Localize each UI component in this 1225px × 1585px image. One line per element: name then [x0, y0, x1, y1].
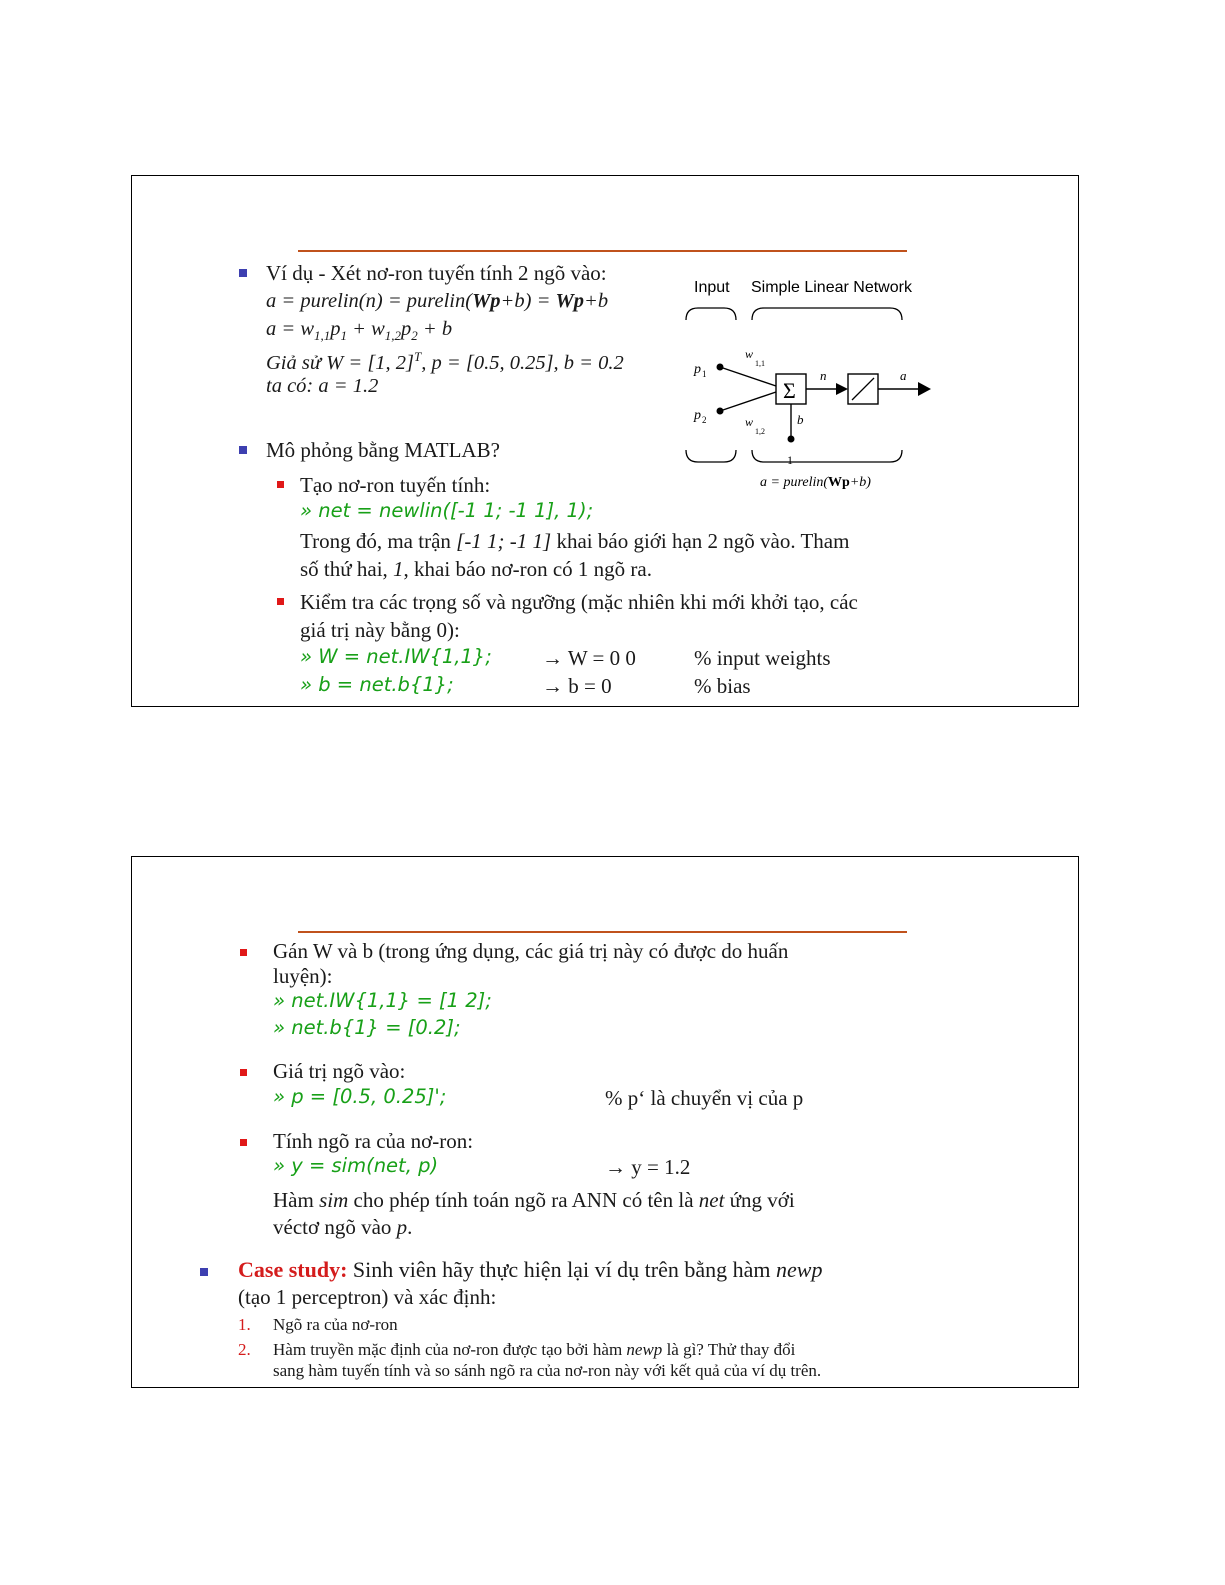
bullet-square-icon	[200, 1268, 208, 1276]
code-bias: » b = net.b{1};	[300, 673, 454, 696]
list-number-1: 1.	[238, 1315, 251, 1334]
equation-assume: Giả sử W = [1, 2]$^T$, p = [0.5, 0.25], b = 0.2	[266, 349, 624, 374]
code-newlin: » net = newlin([-1 1; -1 1], 1);	[300, 499, 594, 522]
diagram-network-label: Simple Linear Network	[751, 279, 912, 296]
bullet-square-icon	[277, 481, 284, 488]
network-brace-top	[752, 308, 902, 320]
result-b: → b = 0	[542, 674, 612, 698]
svg-text:1,2: 1,2	[755, 427, 765, 436]
svg-text:a: a	[900, 368, 907, 383]
svg-text:1: 1	[702, 369, 707, 379]
bullet-square-icon	[240, 1139, 247, 1146]
case-item-2-line-2: sang hàm tuyến tính và so sánh ngõ ra của nơ-ron này với kết quả của ví dụ trên.	[273, 1361, 822, 1380]
svg-text:1: 1	[787, 453, 793, 467]
bullet-square-icon	[277, 598, 284, 605]
svg-text:w: w	[745, 347, 754, 361]
comment-transpose: % p‘ là chuyển vị của p	[605, 1086, 804, 1110]
item-input-value: Giá trị ngõ vào:	[273, 1059, 406, 1083]
bullet-example: Ví dụ - Xét nơ-ron tuyến tính 2 ngõ vào:	[266, 261, 607, 285]
item-assign-wb-1: Gán W và b (trong ứng dụng, các giá trị này có được do huấn	[273, 939, 789, 963]
input-brace-top	[686, 308, 736, 320]
bullet-square-icon	[239, 446, 247, 454]
bullet-matlab: Mô phỏng bằng MATLAB?	[266, 438, 500, 462]
desc-sim-1: Hàm sim cho phép tính toán ngõ ra ANN có tên là net ứng với	[273, 1188, 795, 1212]
list-number-2: 2.	[238, 1340, 251, 1359]
output-arrow-icon	[918, 382, 931, 396]
comment-input-weights: % input weights	[694, 646, 831, 670]
equation-result: ta có: a = 1.2	[266, 375, 379, 397]
sigma-icon: Σ	[783, 378, 796, 403]
item-compute-output: Tính ngõ ra của nơ-ron:	[273, 1129, 474, 1153]
code-iw: » W = net.IW{1,1};	[300, 645, 492, 668]
code-set-iw: » net.IW{1,1} = [1 2];	[273, 989, 492, 1012]
result-y: → y = 1.2	[605, 1155, 691, 1179]
diagram-caption: a = purelin(Wp+b)	[760, 475, 871, 490]
svg-text:p: p	[694, 362, 701, 377]
code-set-p: » p = [0.5, 0.25]';	[273, 1085, 447, 1108]
item-assign-wb-2: luyện):	[273, 964, 333, 988]
input-brace-bottom	[686, 450, 736, 462]
result-w: → W = 0 0	[542, 646, 636, 670]
bias-node	[788, 436, 795, 443]
equation-purelin: a = purelin(n) = purelin(Wp+b) = Wp+b	[266, 290, 609, 312]
svg-text:n: n	[820, 368, 827, 383]
sub-check-weights-1: Kiểm tra các trọng số và ngưỡng (mặc nhiên khi mới khởi tạo, các	[300, 590, 858, 614]
case-study-line-1: Case study: Sinh viên hãy thực hiện lại ví dụ trên bằng hàm newp	[238, 1257, 823, 1282]
desc-sim-2: véctơ ngõ vào p.	[273, 1215, 413, 1239]
desc-second-param: số thứ hai, 1, khai báo nơ-ron có 1 ngõ ra.	[300, 557, 652, 581]
code-set-b: » net.b{1} = [0.2];	[273, 1016, 461, 1039]
svg-text:2: 2	[702, 415, 707, 425]
title-rule	[298, 250, 907, 252]
slide-1	[131, 175, 1079, 707]
desc-matrix: Trong đó, ma trận [-1 1; -1 1] khai báo giới hạn 2 ngõ vào. Tham	[300, 529, 850, 553]
case-item-2-line-1: Hàm truyền mặc định của nơ-ron được tạo bởi hàm newp là gì? Thử thay đổi	[273, 1340, 796, 1359]
linear-neuron-diagram	[672, 268, 942, 503]
svg-text:p: p	[694, 408, 701, 423]
sub-create-neuron: Tạo nơ-ron tuyến tính:	[300, 473, 491, 497]
bullet-square-icon	[239, 269, 247, 277]
network-brace-bottom	[752, 450, 902, 462]
code-sim: » y = sim(net, p)	[273, 1154, 439, 1177]
svg-text:w: w	[745, 415, 754, 429]
bullet-square-icon	[240, 1069, 247, 1076]
equation-sum: $a = w_{1,1}p_1 + w_{1,2}p_2 + b$	[266, 318, 453, 344]
title-rule	[298, 931, 907, 933]
bullet-square-icon	[240, 949, 247, 956]
slide-2	[131, 856, 1079, 1388]
case-study-line-2: (tạo 1 perceptron) và xác định:	[238, 1285, 497, 1309]
comment-bias: % bias	[694, 674, 751, 698]
svg-text:1,1: 1,1	[755, 359, 765, 368]
diagram-input-label: Input	[694, 279, 730, 296]
case-item-1: Ngõ ra của nơ-ron	[273, 1315, 398, 1334]
sub-check-weights-2: giá trị này bằng 0):	[300, 618, 460, 642]
svg-text:b: b	[797, 412, 804, 427]
